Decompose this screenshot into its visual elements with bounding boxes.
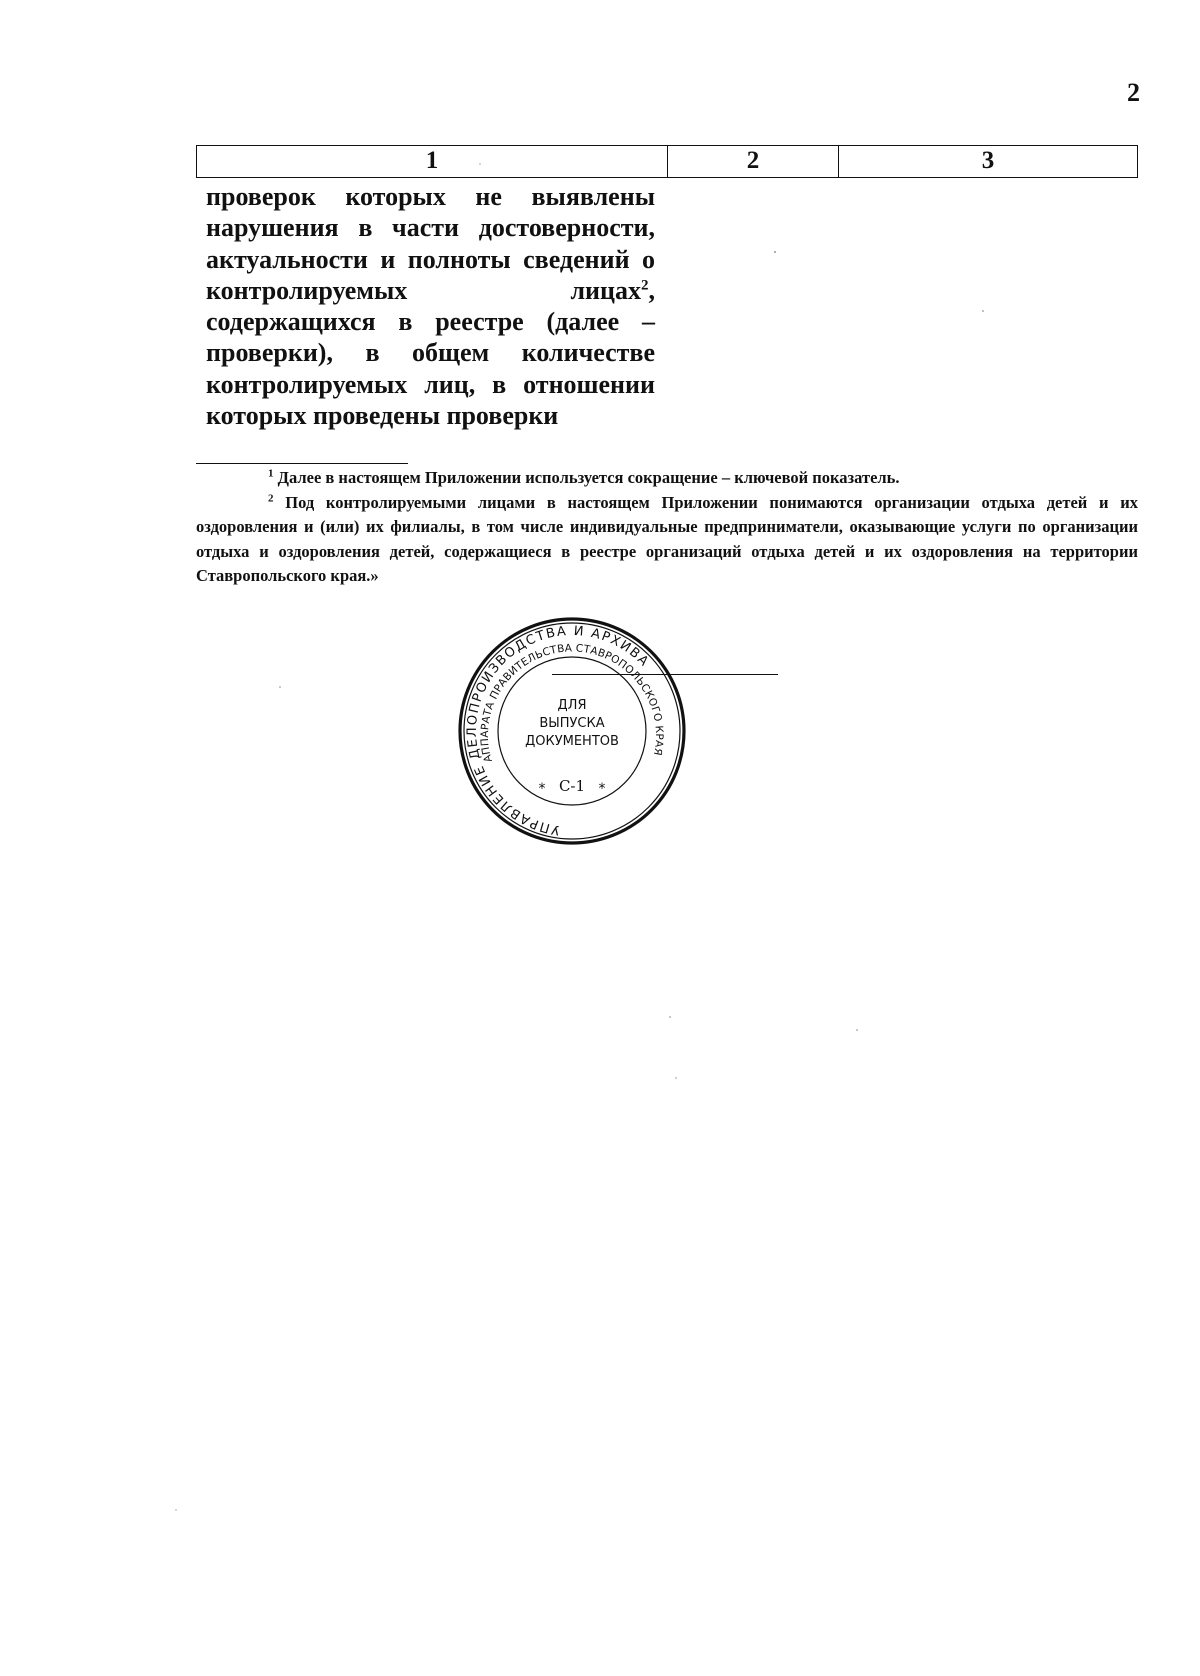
body-line: актуальности и полноты сведений о (206, 244, 655, 274)
column-header-1: 1 (197, 146, 668, 177)
footnote-2 (196, 491, 1138, 589)
scan-speck (669, 1016, 671, 1018)
seal-code: С-1 (558, 777, 586, 795)
column-header-table (196, 145, 1138, 178)
body-line: проверки), в общем количестве (206, 338, 655, 368)
scan-speck (675, 1077, 676, 1078)
seal-star-icon: * (598, 781, 606, 797)
body-line: контролируемых лиц, в отношении (206, 369, 655, 399)
table-cell-text (206, 181, 655, 431)
body-line-with-footnote-ref (206, 275, 655, 306)
scan-speck (982, 310, 984, 312)
body-line: нарушения в части достоверности, (206, 213, 655, 243)
footnote-text: Далее в настоящем Приложении используется сокращение – ключевой показатель. (277, 468, 900, 487)
footnote-ref-2: 2 (641, 277, 649, 294)
footnote-text: Под контролируемыми лицами в настоящем Приложении понимаются организации отдыха детей и их оздоровления и (или) их филиалы, в том числе индивидуальные предприниматели, оказывающие услуги по организации отдыха и оздоровления детей, содержащиеся в реестре организаций отдыха детей и их оздоровления на территории Ставропольского края.» (196, 492, 1139, 585)
footnotes (196, 466, 1138, 589)
page-number: 2 (1127, 78, 1140, 107)
footnote-1 (196, 466, 1138, 491)
body-line: проверок которых не выявлены (206, 182, 655, 211)
scan-speck (279, 686, 281, 688)
seal-outer-text: УПРАВЛЕНИЕ ДЕЛОПРОИЗВОДСТВА И АРХИВА (464, 623, 653, 838)
scan-speck (774, 251, 776, 253)
seal-center-line: ДОКУМЕНТОВ (525, 734, 619, 749)
column-header-3: 3 (981, 147, 995, 174)
body-line: содержащихся в реестре (далее – (206, 307, 655, 337)
seal-center-line: ВЫПУСКА (539, 716, 605, 731)
body-line-tail: , (648, 275, 655, 305)
body-line: которых проведены проверки (206, 401, 559, 431)
scan-speck (175, 1509, 176, 1510)
column-header-2: 2 (668, 146, 839, 177)
seal-inner-text: АППАРАТА ПРАВИТЕЛЬСТВА СТАВРОПОЛЬСКОГО КРАЯ (478, 642, 666, 764)
signature-line (552, 674, 778, 675)
official-seal (452, 611, 692, 851)
footnote-separator (196, 463, 408, 464)
footnote-marker: 1 (268, 467, 274, 480)
footnote-marker: 2 (268, 492, 274, 504)
body-line-text: контролируемых лицах (206, 275, 641, 305)
seal-center-line: ДЛЯ (557, 698, 587, 713)
scan-speck (856, 1029, 858, 1031)
seal-star-icon: * (538, 781, 546, 797)
